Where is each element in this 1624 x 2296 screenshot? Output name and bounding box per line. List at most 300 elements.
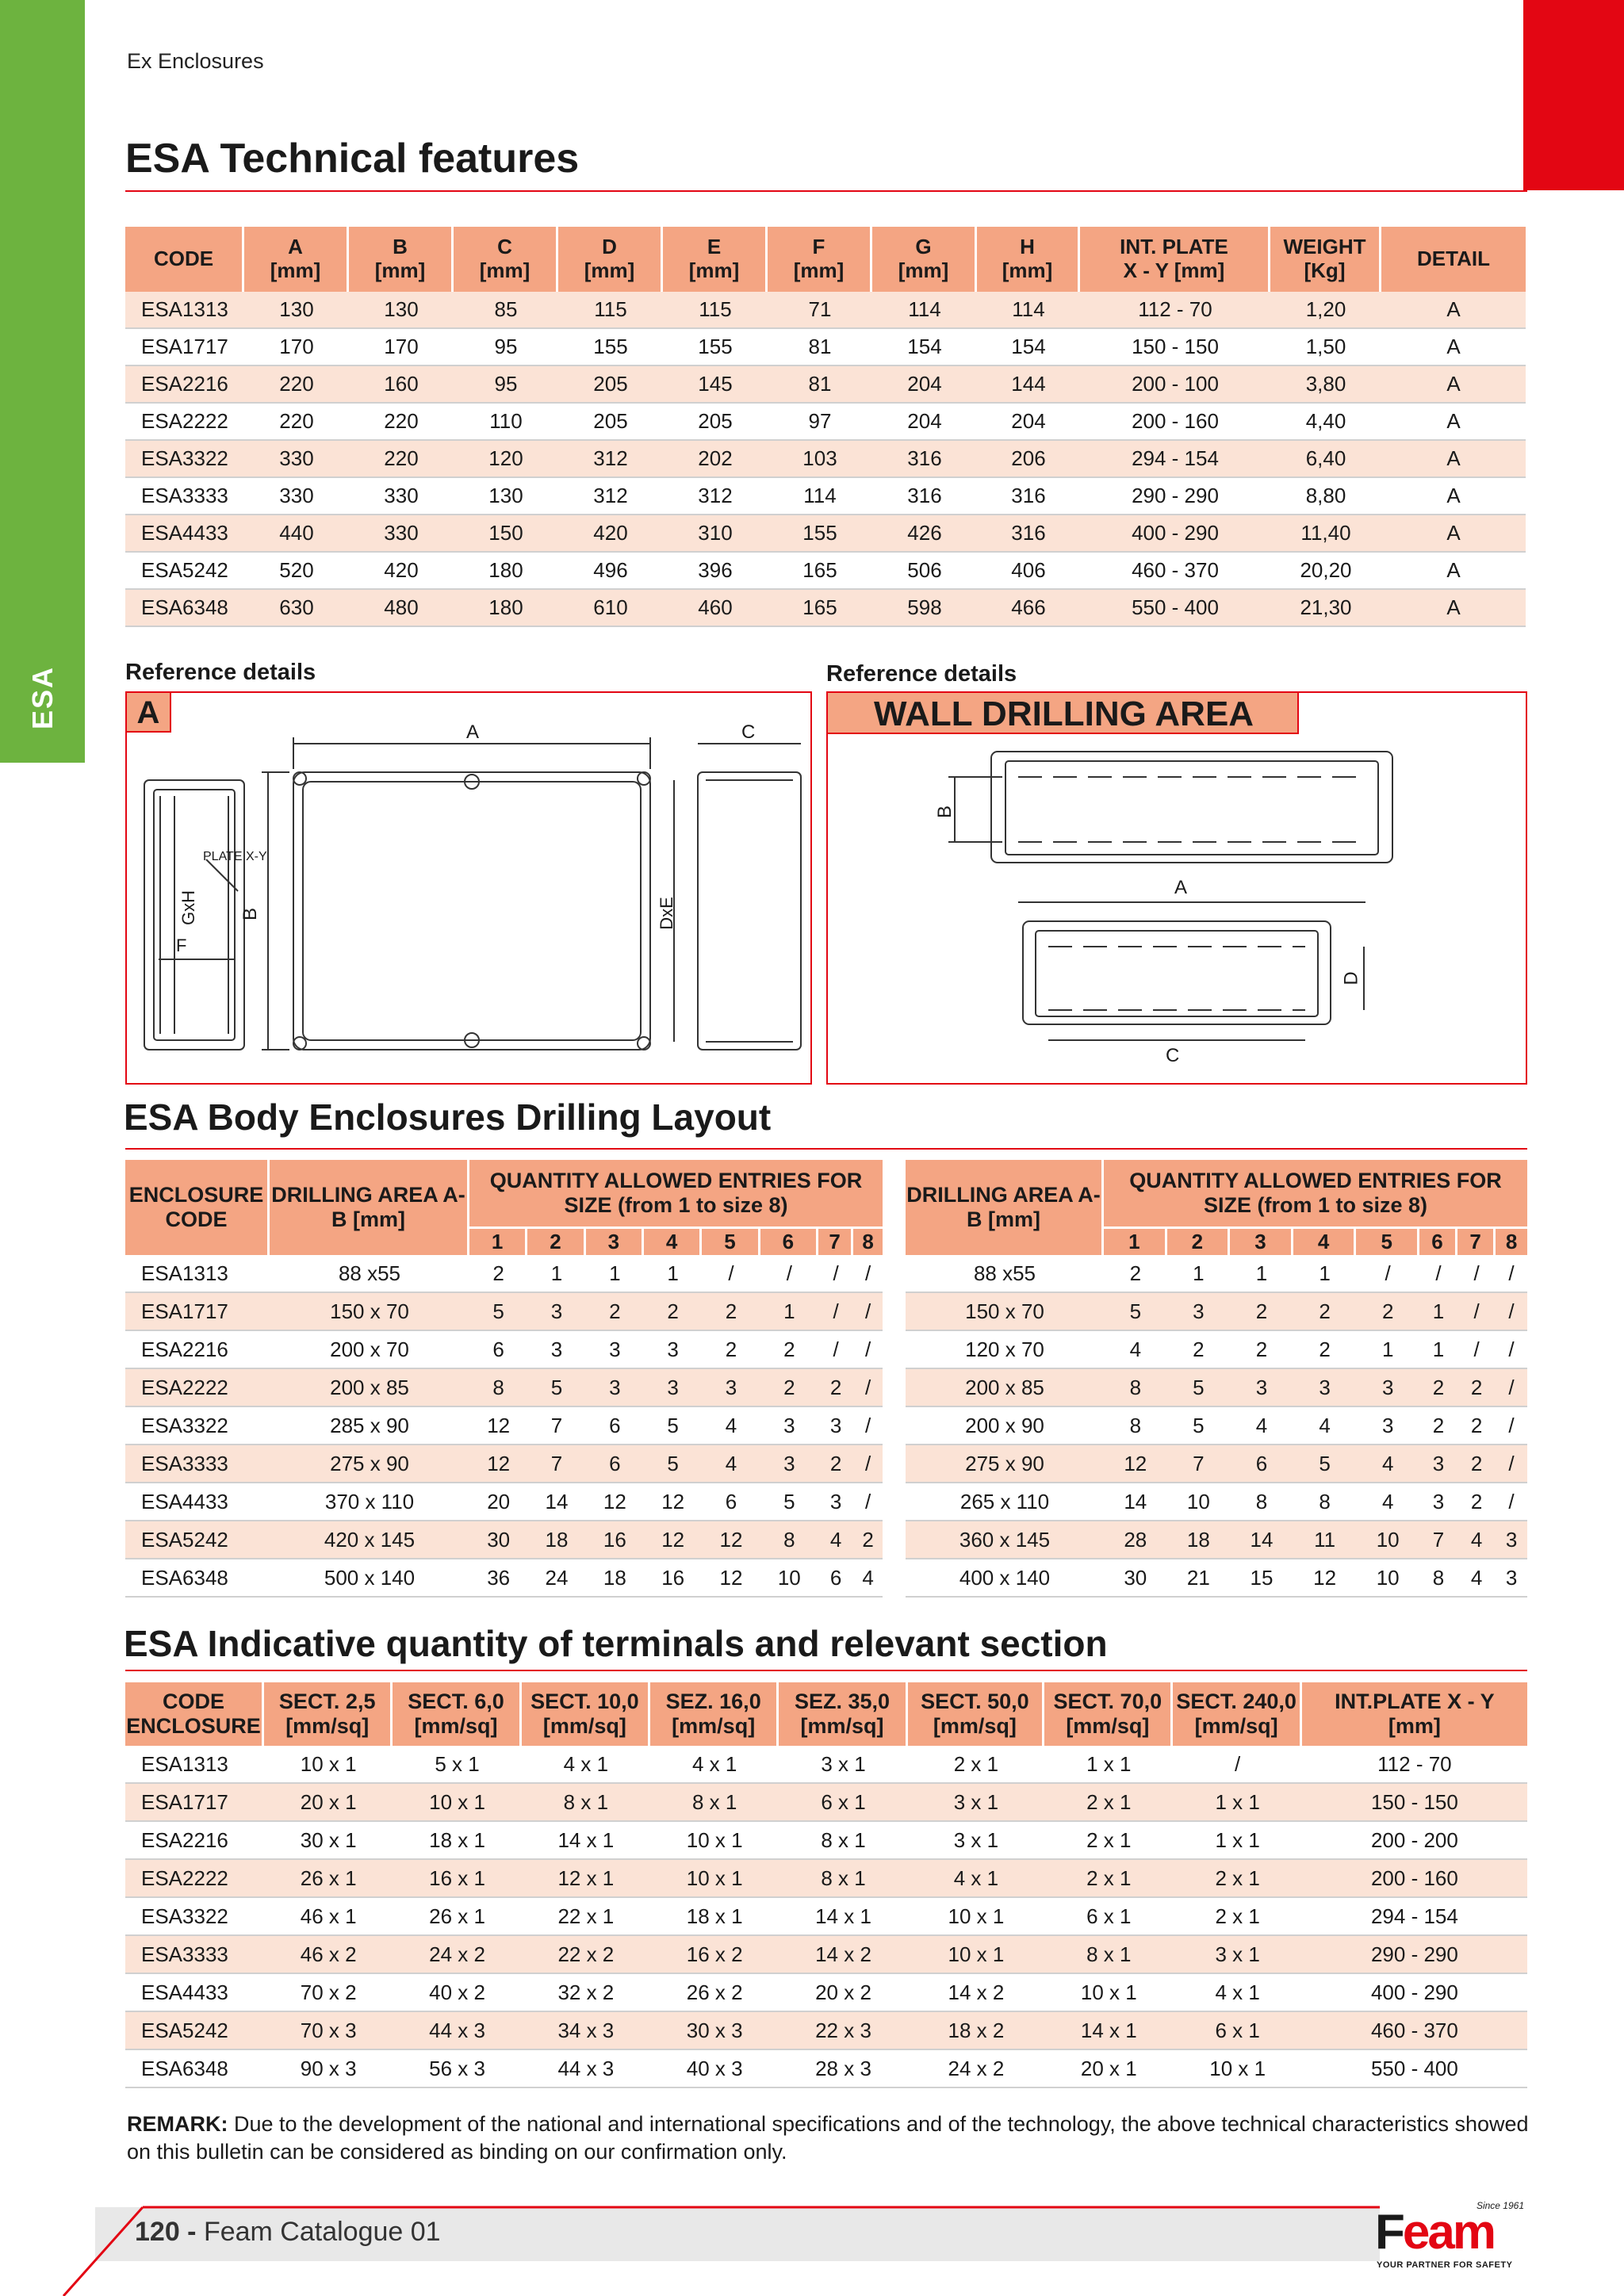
table-cell: / [818,1331,853,1369]
table-row [125,1255,883,1293]
table-cell: 204 [872,366,977,404]
table-cell: 30 x 1 [264,1822,393,1860]
table-row [125,1860,1527,1898]
table-cell: 6 x 1 [779,1784,907,1822]
table-cell: 8 x 1 [650,1784,779,1822]
page-number: 120 - [135,2217,197,2247]
table-cell: 24 [527,1559,585,1598]
column-header: SECT. 10,0 [mm/sq] [522,1682,650,1746]
column-header: WEIGHT [Kg] [1270,227,1381,292]
table-row [125,1483,883,1521]
column-header: G [mm] [872,227,977,292]
table-cell: 8 x 1 [1044,1936,1173,1974]
table-cell: 165 [768,553,872,590]
table-cell: 8 x 1 [779,1822,907,1860]
table-cell: / [818,1293,853,1331]
column-header: D [mm] [558,227,663,292]
table-cell: 2 [1457,1445,1496,1483]
table-cell: 1 [644,1255,702,1293]
table-row [906,1293,1527,1331]
corner-accent [1523,0,1624,190]
table-cell: 120 [454,441,558,478]
column-header: SEZ. 35,0 [mm/sq] [779,1682,907,1746]
table-cell: ESA6348 [125,1559,270,1598]
table-cell: 24 x 2 [393,1936,521,1974]
table-cell: 200 - 160 [1302,1860,1527,1898]
table-cell: 14 [1104,1483,1167,1521]
table-cell: 420 [558,515,663,553]
table-cell: 316 [872,478,977,515]
table-cell: 460 [663,590,768,627]
table-cell: 12 x 1 [522,1860,650,1898]
table-cell: 200 x 70 [270,1331,469,1369]
table-cell: 200 x 85 [270,1369,469,1407]
table-cell: 18 [586,1559,644,1598]
table-cell: 3 x 1 [779,1746,907,1784]
table-cell: 3 [644,1369,702,1407]
table-row [906,1521,1527,1559]
size-header: 6 [760,1226,818,1255]
table-cell: 6 [586,1407,644,1445]
table-cell: 12 [644,1521,702,1559]
table-row [906,1331,1527,1369]
table-cell: / [853,1483,883,1521]
table-cell: 130 [349,292,454,329]
table-cell: A [1381,329,1526,366]
table-cell: 7 [1167,1445,1231,1483]
table-cell: 2 x 1 [1044,1860,1173,1898]
table-cell: 10 [1356,1521,1419,1559]
table-cell: 12 [702,1559,760,1598]
dimension-f-label: F [176,936,187,955]
table-cell: 20 x 1 [1044,2050,1173,2088]
table-cell: 32 x 2 [522,1974,650,2012]
table-cell: 154 [872,329,977,366]
table-cell: 220 [349,441,454,478]
table-cell: 8 [760,1521,818,1559]
table-cell: 6,40 [1270,441,1381,478]
table-cell: 1,20 [1270,292,1381,329]
table-row [125,292,1526,329]
table-row [125,1559,883,1598]
table-cell: A [1381,366,1526,404]
table-cell: / [702,1255,760,1293]
table-cell: A [1381,478,1526,515]
table-cell: 3 [1356,1407,1419,1445]
table-cell: 115 [663,292,768,329]
dimension-c-label: C [741,721,756,743]
table-cell: 16 x 2 [650,1936,779,1974]
table-cell: 275 x 90 [906,1445,1104,1483]
table-cell: 21 [1167,1559,1231,1598]
table-cell: 10 [1167,1483,1231,1521]
side-section-tab [0,0,85,763]
table-cell: 18 [1167,1521,1231,1559]
table-cell: 150 x 70 [270,1293,469,1331]
table-cell: 3 [702,1369,760,1407]
table-cell: 26 x 1 [393,1898,521,1936]
table-cell: 8 [1104,1369,1167,1407]
table-cell: 6 [1230,1445,1293,1483]
table-cell: 8,80 [1270,478,1381,515]
table-cell: 1,50 [1270,329,1381,366]
table-cell: 12 [1293,1559,1357,1598]
table-cell: 312 [558,478,663,515]
reference-label-wall: Reference details [826,661,1017,687]
table-cell: 2 [1419,1369,1457,1407]
table-cell: 1 [527,1255,585,1293]
table-cell: 15 [1230,1559,1293,1598]
table-cell: 316 [977,515,1080,553]
size-header: 7 [818,1226,853,1255]
size-header: 5 [702,1226,760,1255]
table-cell: 598 [872,590,977,627]
table-cell: 400 - 290 [1302,1974,1527,2012]
table-cell: 3 x 1 [1173,1936,1301,1974]
table-row [125,478,1526,515]
table-cell: 22 x 1 [522,1898,650,1936]
table-cell: 2 [818,1369,853,1407]
remark-note [127,2110,1538,2166]
table-cell: 150 - 150 [1302,1784,1527,1822]
table-cell: 14 x 1 [1044,2012,1173,2050]
table-cell: 4 [1457,1559,1496,1598]
table-cell: 206 [977,441,1080,478]
table-cell: 202 [663,441,768,478]
table-cell: / [1496,1445,1527,1483]
table-cell: 36 [469,1559,527,1598]
table-cell: 205 [558,366,663,404]
table-cell: 1 [1230,1255,1293,1293]
table-cell: 460 - 370 [1080,553,1270,590]
table-cell: 10 [760,1559,818,1598]
table-cell: 2 [853,1521,883,1559]
table-cell: 8 [1104,1407,1167,1445]
table-cell: 7 [527,1445,585,1483]
table-cell: 420 [349,553,454,590]
table-cell: 220 [349,404,454,441]
table-cell: 30 [1104,1559,1167,1598]
table-cell: 200 x 90 [906,1407,1104,1445]
table-cell: 8 [469,1369,527,1407]
table-cell: ESA3333 [125,1445,270,1483]
table-cell: ESA4433 [125,1974,264,2012]
size-header: 8 [853,1226,883,1255]
table-cell: 2 [1167,1331,1231,1369]
table-cell: 11 [1293,1521,1357,1559]
table-cell: 6 [818,1559,853,1598]
table-cell: 4 [1293,1407,1357,1445]
table-row [125,366,1526,404]
reference-tag-a: A [125,691,171,733]
table-cell: 2 [1457,1483,1496,1521]
table-cell: 20 x 2 [779,1974,907,2012]
table-cell: 2 [702,1293,760,1331]
table-cell: 3 [1293,1369,1357,1407]
table-cell: 144 [977,366,1080,404]
table-row [125,2012,1527,2050]
table-cell: 2 [469,1255,527,1293]
table-cell: 12 [469,1407,527,1445]
table-cell: 130 [244,292,349,329]
table-cell: ESA3333 [125,1936,264,1974]
table-cell: 2 [1293,1331,1357,1369]
table-cell: 10 [1356,1559,1419,1598]
table-cell: 5 [644,1445,702,1483]
table-cell: 8 x 1 [779,1860,907,1898]
table-cell: ESA1313 [125,1746,264,1784]
table-cell: 16 [644,1559,702,1598]
table-cell: 310 [663,515,768,553]
table-cell: 12 [1104,1445,1167,1483]
column-header: H [mm] [977,227,1080,292]
table-cell: 180 [454,590,558,627]
size-header: 8 [1496,1226,1527,1255]
table-cell: 316 [977,478,1080,515]
table-cell: 265 x 110 [906,1483,1104,1521]
logo-tagline: YOUR PARTNER FOR SAFETY [1377,2260,1513,2270]
table-cell: 200 - 200 [1302,1822,1527,1860]
table-cell: 14 [527,1483,585,1521]
page-footer [135,2217,441,2248]
table-cell: 10 x 1 [1044,1974,1173,2012]
side-section-label: ESA [26,665,59,730]
table-cell: 1 x 1 [1173,1822,1301,1860]
table-cell: / [760,1255,818,1293]
table-row [906,1255,1527,1293]
table-cell: 114 [977,292,1080,329]
table-cell: 1 [1356,1331,1419,1369]
table-cell: 26 x 2 [650,1974,779,2012]
column-header: DETAIL [1381,227,1526,292]
table-cell: 370 x 110 [270,1483,469,1521]
table-cell: / [1496,1331,1527,1369]
column-header: SECT. 70,0 [mm/sq] [1044,1682,1173,1746]
table-cell: 4 [1104,1331,1167,1369]
table-cell: ESA6348 [125,2050,264,2088]
size-header: 5 [1356,1226,1419,1255]
column-header: CODE ENCLOSURE [125,1682,264,1746]
table-cell: 14 [1230,1521,1293,1559]
table-cell: 610 [558,590,663,627]
table-cell: / [1457,1331,1496,1369]
size-header: 7 [1457,1226,1496,1255]
table-cell: 10 x 1 [264,1746,393,1784]
table-cell: 506 [872,553,977,590]
table-cell: 406 [977,553,1080,590]
table-cell: 3 [1356,1369,1419,1407]
table-row [125,1784,1527,1822]
table-row [125,553,1526,590]
table-cell: 26 x 1 [264,1860,393,1898]
table-cell: ESA3322 [125,1898,264,1936]
table-cell: ESA3333 [125,478,244,515]
table-cell: 4,40 [1270,404,1381,441]
table-cell: 10 x 1 [650,1822,779,1860]
table-cell: ESA3322 [125,1407,270,1445]
table-cell: 88 x55 [270,1255,469,1293]
table-cell: ESA1313 [125,292,244,329]
table-cell: 4 [1230,1407,1293,1445]
table-cell: ESA6348 [125,590,244,627]
terminals-divider [125,1670,1527,1671]
table-cell: 220 [244,404,349,441]
column-header: SECT. 2,5 [mm/sq] [264,1682,393,1746]
table-cell: 3 [1419,1483,1457,1521]
table-cell: 2 [818,1445,853,1483]
table-cell: 3 [1167,1293,1231,1331]
size-header: 6 [1419,1226,1457,1255]
table-cell: 275 x 90 [270,1445,469,1483]
table-cell: 330 [244,441,349,478]
table-cell: / [1496,1407,1527,1445]
table-cell: 5 [644,1407,702,1445]
table-row [125,441,1526,478]
table-cell: 4 [1356,1483,1419,1521]
table-cell: 114 [768,478,872,515]
table-cell: 2 [1419,1407,1457,1445]
table-cell: 480 [349,590,454,627]
table-row [125,1822,1527,1860]
table-cell: 88 x55 [906,1255,1104,1293]
table-cell: 1 [586,1255,644,1293]
table-row [125,329,1526,366]
table-row [125,1293,883,1331]
table-cell: 3,80 [1270,366,1381,404]
table-cell: A [1381,590,1526,627]
table-row [125,1974,1527,2012]
table-cell: ESA4433 [125,1483,270,1521]
dimension-b-label: B [239,907,262,921]
table-cell: 5 [1104,1293,1167,1331]
table-cell: 7 [527,1407,585,1445]
table-cell: 496 [558,553,663,590]
table-row [125,1407,883,1445]
dimension-gxh-label: GxH [178,890,198,925]
table-cell: 520 [244,553,349,590]
table-cell: 18 x 1 [393,1822,521,1860]
table-cell: 204 [977,404,1080,441]
table-cell: / [1496,1293,1527,1331]
column-header: INT. PLATE X - Y [mm] [1080,227,1270,292]
table-row [125,1746,1527,1784]
plate-xy-label: PLATE X-Y [203,850,267,863]
table-cell: 46 x 2 [264,1936,393,1974]
table-row [125,1521,883,1559]
table-cell: 14 x 2 [779,1936,907,1974]
table-row [125,404,1526,441]
table-cell: 1 x 1 [1044,1746,1173,1784]
table-cell: 4 x 1 [650,1746,779,1784]
table-header-row [125,1682,1527,1746]
table-cell: 5 [1293,1445,1357,1483]
technical-features-table [125,227,1526,627]
column-header: SEZ. 16,0 [mm/sq] [650,1682,779,1746]
table-cell: 200 - 160 [1080,404,1270,441]
table-cell: 112 - 70 [1302,1746,1527,1784]
size-header: 2 [527,1226,585,1255]
table-cell: 2 x 1 [1044,1822,1173,1860]
table-cell: 115 [558,292,663,329]
column-header: SECT. 6,0 [mm/sq] [393,1682,521,1746]
table-cell: 44 x 3 [522,2050,650,2088]
table-cell: 81 [768,366,872,404]
table-cell: 2 [1104,1255,1167,1293]
table-cell: 155 [558,329,663,366]
table-row [125,1369,883,1407]
table-cell: 16 x 1 [393,1860,521,1898]
table-cell: 3 [760,1407,818,1445]
table-cell: / [818,1255,853,1293]
table-cell: 550 - 400 [1080,590,1270,627]
column-header: E [mm] [663,227,768,292]
column-header: F [mm] [768,227,872,292]
table-cell: 24 x 2 [908,2050,1044,2088]
enclosure-drawing [127,693,810,1083]
table-cell: 420 x 145 [270,1521,469,1559]
table-cell: 155 [768,515,872,553]
table-cell: 2 [1230,1331,1293,1369]
table-cell: 28 x 3 [779,2050,907,2088]
table-cell: 70 x 2 [264,1974,393,2012]
table-cell: 200 x 85 [906,1369,1104,1407]
table-cell: 3 [527,1293,585,1331]
table-cell: / [853,1407,883,1445]
table-cell: 330 [244,478,349,515]
table-cell: 40 x 2 [393,1974,521,2012]
remark-text: Due to the development of the national and international specifications and of the technology, the above technical characteristics showed on this bulletin can be considered as binding on our confirmation only. [127,2112,1529,2164]
table-cell: 180 [454,553,558,590]
table-cell: / [1496,1369,1527,1407]
table-cell: 3 [760,1445,818,1483]
table-cell: 6 [586,1445,644,1483]
table-cell: 5 [760,1483,818,1521]
table-cell: / [853,1255,883,1293]
table-cell: 10 x 1 [393,1784,521,1822]
table-cell: 14 x 1 [779,1898,907,1936]
table-cell: 95 [454,366,558,404]
table-cell: 3 [1419,1445,1457,1483]
table-cell: 130 [454,478,558,515]
table-cell: 22 x 2 [522,1936,650,1974]
table-cell: / [1457,1293,1496,1331]
table-cell: 4 x 1 [1173,1974,1301,2012]
table-cell: 1 [1293,1255,1357,1293]
table-cell: 170 [349,329,454,366]
table-cell: 426 [872,515,977,553]
table-header-row [125,227,1526,292]
table-cell: ESA2222 [125,1369,270,1407]
table-cell: 18 x 1 [650,1898,779,1936]
table-row [125,1898,1527,1936]
table-cell: 10 x 1 [908,1936,1044,1974]
size-header: 2 [1167,1226,1231,1255]
table-cell: A [1381,404,1526,441]
table-cell: 90 x 3 [264,2050,393,2088]
table-cell: 360 x 145 [906,1521,1104,1559]
table-cell: / [1496,1483,1527,1521]
table-cell: 200 - 100 [1080,366,1270,404]
table-cell: 2 [644,1293,702,1331]
size-header: 4 [644,1226,702,1255]
wall-drilling-tag: WALL DRILLING AREA [826,691,1299,734]
table-cell: 3 [586,1331,644,1369]
table-cell: 120 x 70 [906,1331,1104,1369]
breadcrumb: Ex Enclosures [127,49,264,73]
drilling-section-title: ESA Body Enclosures Drilling Layout [124,1096,772,1138]
footer-stripe [0,2201,1380,2296]
table-row [906,1369,1527,1407]
